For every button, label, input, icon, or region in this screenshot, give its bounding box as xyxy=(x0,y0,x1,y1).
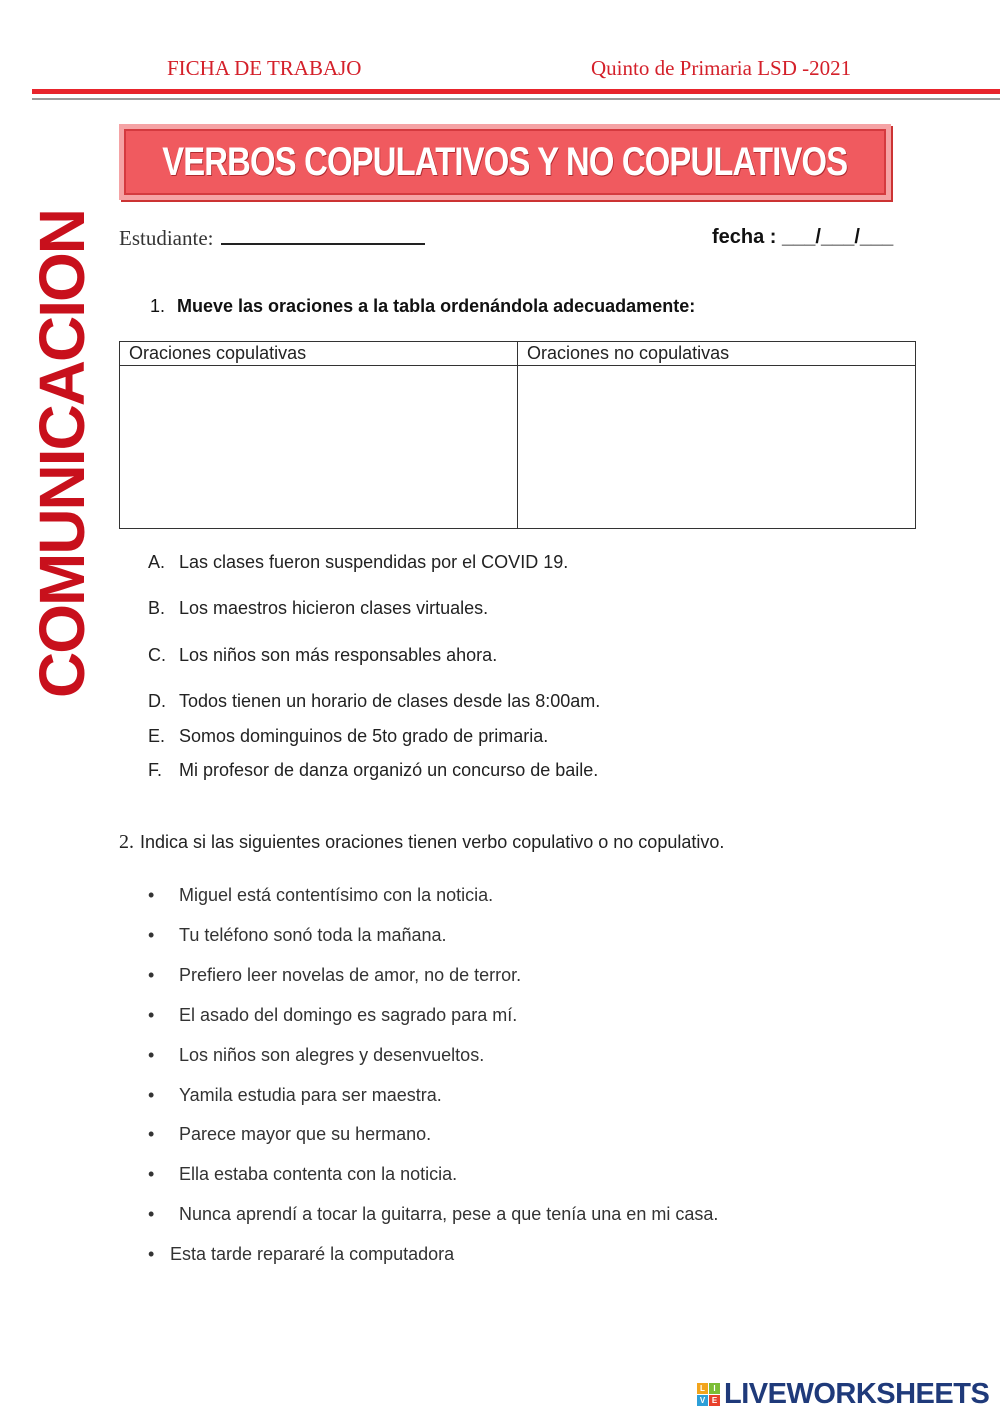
subject-label: COMUNICACION xyxy=(26,210,98,698)
footer-logo xyxy=(697,1378,989,1411)
bullet: • xyxy=(148,1164,155,1184)
option-text: Las clases fueron suspendidas por el COVID 19. xyxy=(179,552,569,572)
draggable-sentence[interactable] xyxy=(148,726,548,747)
list-item[interactable] xyxy=(148,1085,442,1106)
list-item[interactable] xyxy=(148,1204,718,1225)
sorting-table xyxy=(119,341,916,529)
list-item[interactable] xyxy=(148,1005,517,1026)
header-right: Quinto de Primaria LSD -2021 xyxy=(591,56,852,80)
bullet: • xyxy=(148,1085,155,1105)
list-item-text: Miguel está contentísimo con la noticia. xyxy=(179,885,494,905)
drop-zone-non-copulative[interactable] xyxy=(518,366,916,529)
option-text: Somos dominguinos de 5to grado de primaria. xyxy=(179,726,549,746)
bullet: • xyxy=(148,1005,155,1025)
option-letter: D. xyxy=(148,691,166,711)
list-item-text: Prefiero leer novelas de amor, no de terror. xyxy=(179,965,522,985)
student-name-input[interactable] xyxy=(221,229,425,245)
option-letter: E. xyxy=(148,726,166,746)
draggable-sentence[interactable] xyxy=(148,760,598,781)
student-field xyxy=(119,226,425,251)
bullet: • xyxy=(148,925,155,945)
list-item-text: Ella estaba contenta con la noticia. xyxy=(179,1164,458,1184)
list-item-text: Esta tarde repararé la computadora xyxy=(170,1244,455,1264)
logo-block: I xyxy=(709,1383,720,1394)
sidebar-subject xyxy=(20,210,104,698)
page-title: VERBOS COPULATIVOS Y NO COPULATIVOS xyxy=(162,139,848,184)
draggable-sentence[interactable] xyxy=(148,691,600,712)
column-header-copulative: Oraciones copulativas xyxy=(120,342,518,366)
draggable-sentence[interactable] xyxy=(148,598,488,619)
logo-block: E xyxy=(709,1395,720,1406)
question-1-prompt: Mueve las oraciones a la tabla ordenándola adecuadamente: xyxy=(177,296,696,316)
drop-zone-copulative[interactable] xyxy=(120,366,518,529)
list-item[interactable] xyxy=(148,925,447,946)
bullet: • xyxy=(148,965,155,985)
list-item-text: Yamila estudia para ser maestra. xyxy=(179,1085,442,1105)
date-field[interactable]: fecha : ___/___/___ xyxy=(712,226,894,248)
list-item-text: Nunca aprendí a tocar la guitarra, pese a que tenía una en mi casa. xyxy=(179,1204,719,1224)
option-letter: F. xyxy=(148,760,163,780)
option-text: Los maestros hicieron clases virtuales. xyxy=(179,598,489,618)
header-rule-red xyxy=(32,89,1000,94)
bullet: • xyxy=(148,1124,155,1144)
bullet: • xyxy=(148,1045,155,1065)
header-left: FICHA DE TRABAJO xyxy=(167,56,362,80)
list-item[interactable] xyxy=(148,1045,484,1066)
question-2 xyxy=(119,831,724,854)
list-item-text: Los niños son alegres y desenvueltos. xyxy=(179,1045,485,1065)
title-banner xyxy=(119,124,891,200)
list-item-text: El asado del domingo es sagrado para mí. xyxy=(179,1005,518,1025)
option-text: Mi profesor de danza organizó un concurso de baile. xyxy=(179,760,599,780)
draggable-sentence[interactable] xyxy=(148,552,568,573)
draggable-sentence[interactable] xyxy=(148,645,497,666)
header-rule-gray xyxy=(32,98,1000,100)
question-1-number: 1. xyxy=(150,296,166,316)
logo-block: V xyxy=(697,1395,708,1406)
list-item[interactable] xyxy=(148,965,521,986)
option-letter: A. xyxy=(148,552,166,572)
list-item-text: Parece mayor que su hermano. xyxy=(179,1124,432,1144)
liveworksheets-logo-icon xyxy=(697,1383,720,1406)
bullet: • xyxy=(148,1244,155,1264)
brand-name: LIVEWORKSHEETS xyxy=(724,1378,990,1410)
question-1 xyxy=(150,296,695,317)
list-item[interactable] xyxy=(148,1124,431,1145)
question-2-prompt: Indica si las siguientes oraciones tienen verbo copulativo o no copulativo. xyxy=(140,832,725,852)
list-item-text: Tu teléfono sonó toda la mañana. xyxy=(179,925,447,945)
column-header-non-copulative: Oraciones no copulativas xyxy=(518,342,916,366)
student-label: Estudiante: xyxy=(119,226,214,250)
list-item[interactable] xyxy=(148,885,493,906)
list-item[interactable] xyxy=(148,1244,454,1265)
list-item[interactable] xyxy=(148,1164,457,1185)
question-2-number: 2. xyxy=(119,831,134,853)
option-letter: B. xyxy=(148,598,166,618)
option-text: Los niños son más responsables ahora. xyxy=(179,645,498,665)
bullet: • xyxy=(148,885,155,905)
bullet: • xyxy=(148,1204,155,1224)
logo-block: L xyxy=(697,1383,708,1394)
option-text: Todos tienen un horario de clases desde las 8:00am. xyxy=(179,691,601,711)
option-letter: C. xyxy=(148,645,166,665)
